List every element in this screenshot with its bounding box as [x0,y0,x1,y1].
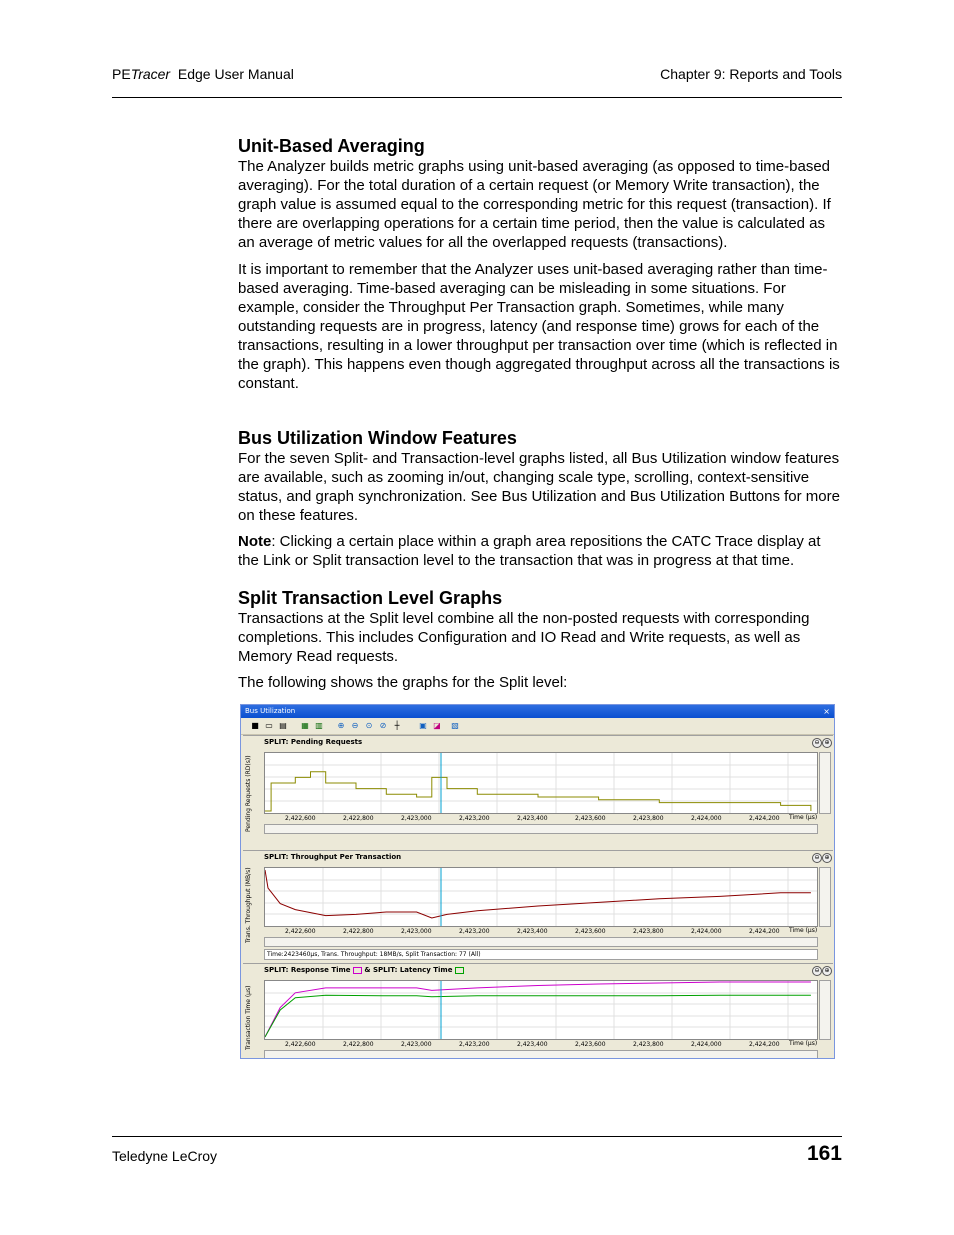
panel-response-latency [243,963,833,1059]
x-tick: 2,422,800 [343,1041,374,1048]
zoom-out-icon[interactable]: ⊖ [812,738,822,748]
panel1-svg [265,753,817,813]
panel-pending-requests [243,735,833,849]
panel1-vscroll[interactable] [819,752,831,814]
para-unit-avg-1: The Analyzer builds metric graphs using unit-based averaging (as opposed to time-based averaging). For the total duration of a certain request (or Memory Write transaction), the graph value is assumed equal to the corresponding metric for this request (transaction). If there are overlapping operations for a certain time period, then the value is calculated as an average of metric values for all the overlapped requests (transactions). [238,158,831,251]
x-tick: 2,424,200 [749,1041,780,1048]
panel2-vscroll[interactable] [819,867,831,927]
x-tick: 2,423,400 [517,815,548,822]
panel2-svg [265,868,817,926]
x-tick: 2,423,200 [459,928,490,935]
section-unit-averaging [238,135,842,393]
x-tick: 2,423,400 [517,928,548,935]
x-tick: 2,423,200 [459,815,490,822]
x-tick: 2,422,600 [285,1041,316,1048]
panel3-title-latency: & SPLIT: Latency Time [364,966,453,974]
status-bar: Time:2423460µs, Trans. Throughput: 18MB/s, Split Transaction: 77 (All) [264,949,818,960]
x-unit: Time (µs) [789,1040,818,1047]
footer-company: Teledyne LeCroy [112,1148,218,1164]
x-tick: 2,423,000 [401,815,432,822]
open-icon[interactable]: ▭ [265,721,273,730]
save-icon[interactable]: ■ [251,721,259,730]
grid-icon[interactable]: ▦ [301,721,309,730]
panel3-vscroll[interactable] [819,980,831,1040]
window-toolbar [241,718,834,735]
bus-utilization-window [240,704,835,1059]
heading-split-level: Split Transaction Level Graphs [238,588,503,608]
product-italic: Tracer [130,66,171,82]
sync-icon[interactable]: ▣ [419,721,427,730]
x-unit: Time (µs) [789,814,818,821]
header-rule [112,97,842,98]
x-tick: 2,423,800 [633,928,664,935]
response-time-series [265,982,811,1037]
panel1-plot[interactable] [264,752,818,814]
export-icon[interactable]: ▧ [451,721,459,730]
zoom-in-icon[interactable]: ⊕ [822,738,832,748]
x-tick: 2,423,000 [401,928,432,935]
x-unit: Time (µs) [789,927,818,934]
panel3-hscroll[interactable] [264,1050,818,1059]
throughput-series [265,870,811,918]
zoom-out-icon[interactable]: ⊖ [351,721,359,730]
x-tick: 2,422,600 [285,928,316,935]
panel3-title [264,966,464,974]
running-header-left [112,66,294,82]
panel1-hscroll[interactable] [264,824,818,834]
zoom-out-icon[interactable]: ⊖ [812,966,822,976]
para-split-2: The following shows the graphs for the Split level: [238,674,568,691]
para-split-1: Transactions at the Split level combine all the non-posted requests with corresponding completions. This includes Configuration and IO Read and Write requests, as well as Memory Read requests. [238,610,810,665]
zoom-in-icon[interactable]: ⊕ [822,966,832,976]
note-text: : Clicking a certain place within a graph area repositions the CATC Trace display at the Link or Split transaction level to the transaction that was in progress at that time. [238,533,821,569]
zoom-fit-icon[interactable]: ⊙ [365,721,373,730]
crosshair-icon[interactable]: ┼ [394,721,400,730]
print-icon[interactable]: ▤ [279,721,287,730]
legend-latency-swatch [455,967,464,974]
panel-throughput [243,850,833,963]
pending-requests-series [265,772,811,811]
x-tick: 2,423,600 [575,815,606,822]
manual-title: Edge User Manual [177,66,294,82]
panel3-ylabel: Transaction Time (µs) [245,985,252,1050]
x-tick: 2,423,200 [459,1041,490,1048]
panel2-ylabel: Trans. Throughput (MB/s) [245,867,252,943]
section-bus-utilization [238,427,842,570]
footer-rule [112,1136,842,1137]
settings-icon[interactable]: ◪ [433,721,441,730]
panel2-title: SPLIT: Throughput Per Transaction [264,853,402,861]
panel2-plot[interactable] [264,867,818,927]
section-split-level [238,587,842,692]
zoom-out-icon[interactable]: ⊖ [812,853,822,863]
panel3-title-response: SPLIT: Response Time [264,966,351,974]
panel3-plot[interactable] [264,980,818,1040]
x-tick: 2,423,800 [633,815,664,822]
x-tick: 2,423,800 [633,1041,664,1048]
heading-bus-utilization: Bus Utilization Window Features [238,428,517,448]
page-number: 161 [806,1142,842,1165]
note-label: Note [238,533,272,550]
panel1-title: SPLIT: Pending Requests [264,738,363,746]
x-tick: 2,423,600 [575,1041,606,1048]
para-unit-avg-2: It is important to remember that the Analyzer uses unit-based averaging rather than time-based averaging. Time-based averaging can be misleading in some situations. For example, consider the Throughput Per Transaction graph. Sometimes, while many outstanding requests are in progress, latency (and response time) grows for each of the transactions, resulting in a lower throughput per transaction over time (which is reflected in the graph). This happens even though aggregated throughput across all the transactions is constant. [238,261,840,392]
x-tick: 2,422,800 [343,928,374,935]
window-titlebar [241,705,834,718]
zoom-reset-icon[interactable]: ⊘ [379,721,387,730]
x-tick: 2,424,000 [691,1041,722,1048]
x-tick: 2,424,000 [691,815,722,822]
chapter-title: Chapter 9: Reports and Tools [660,66,842,82]
x-tick: 2,422,600 [285,815,316,822]
legend-response-swatch [353,967,362,974]
zoom-in-icon[interactable]: ⊕ [822,853,832,863]
zoom-in-icon[interactable]: ⊕ [337,721,345,730]
heading-unit-averaging: Unit-Based Averaging [238,136,425,156]
x-tick: 2,424,200 [749,815,780,822]
x-tick: 2,424,000 [691,928,722,935]
product-prefix: PE [112,66,131,82]
x-tick: 2,422,800 [343,815,374,822]
para-bus-util-1: For the seven Split- and Transaction-level graphs listed, all Bus Utilization window features are available, such as zooming in/out, changing scale type, scrolling, context-sensitive status, and graph synchronization. See Bus Utilization and Bus Utilization Buttons for more on these features. [238,450,840,524]
x-tick: 2,423,400 [517,1041,548,1048]
panel3-svg [265,981,817,1039]
x-tick: 2,423,600 [575,928,606,935]
para-note [238,532,842,570]
window-title: Bus Utilization [245,707,296,715]
grid2-icon[interactable]: ▥ [315,721,323,730]
close-icon[interactable]: × [823,707,830,716]
panel1-ylabel: Pending Requests (RD(s)) [245,755,252,832]
panel2-hscroll[interactable] [264,937,818,947]
x-tick: 2,423,000 [401,1041,432,1048]
x-tick: 2,424,200 [749,928,780,935]
